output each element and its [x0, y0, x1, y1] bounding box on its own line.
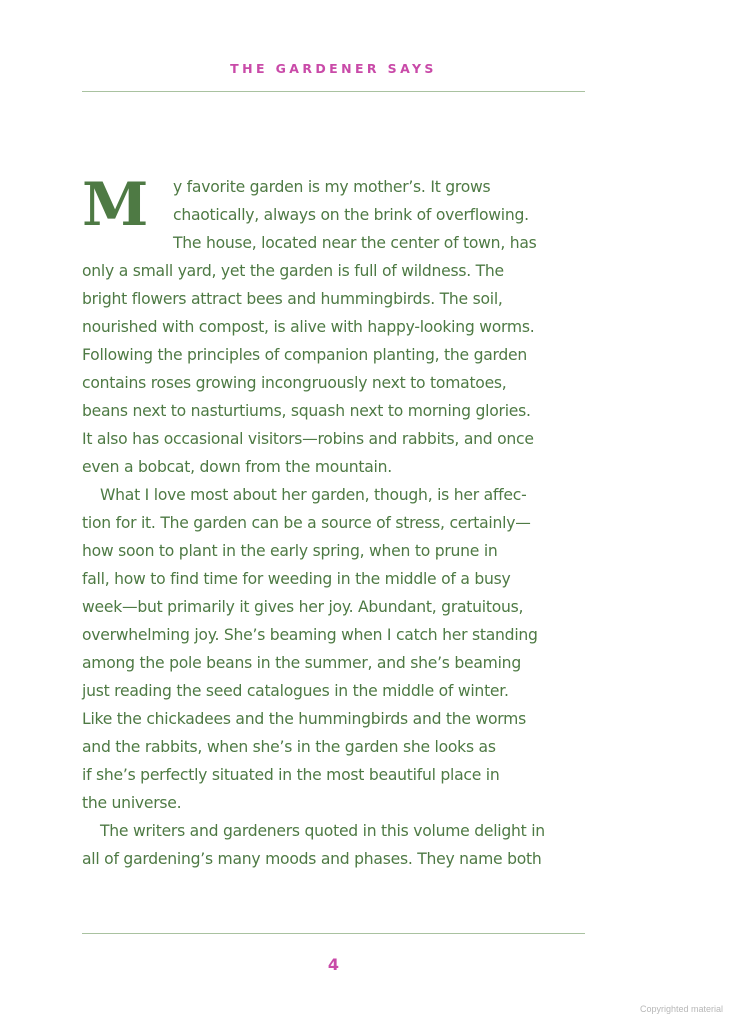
page-number: 4	[327, 955, 340, 974]
text-line: It also has occasional visitors—robins and rabbits, and once	[82, 430, 534, 448]
text-line: bright flowers attract bees and hummingbirds. The soil,	[82, 290, 503, 308]
text-line: only a small yard, yet the garden is full of wildness. The	[82, 262, 504, 280]
text-line: just reading the seed catalogues in the middle of winter.	[82, 682, 509, 700]
text-line: chaotically, always on the brink of overflowing.	[173, 206, 529, 224]
text-line: overwhelming joy. She’s beaming when I catch her standing	[82, 626, 538, 644]
drop-cap: M	[82, 170, 149, 240]
text-line: contains roses growing incongruously next to tomatoes,	[82, 374, 507, 392]
footer-rule	[82, 933, 585, 934]
text-line: nourished with compost, is alive with happy-looking worms.	[82, 318, 535, 336]
text-line: even a bobcat, down from the mountain.	[82, 458, 392, 476]
header-rule	[82, 91, 585, 92]
text-line: the universe.	[82, 794, 182, 812]
text-line: The writers and gardeners quoted in this volume delight in	[100, 822, 545, 840]
text-line: how soon to plant in the early spring, when to prune in	[82, 542, 498, 560]
text-line: and the rabbits, when she’s in the garden she looks as	[82, 738, 496, 756]
text-line: beans next to nasturtiums, squash next to morning glories.	[82, 402, 531, 420]
text-line: y favorite garden is my mother’s. It grows	[173, 178, 491, 196]
text-line: if she’s perfectly situated in the most beautiful place in	[82, 766, 500, 784]
text-line: What I love most about her garden, though, is her affec-	[100, 486, 527, 504]
running-head: THE GARDENER SAYS	[230, 61, 437, 76]
text-line: all of gardening’s many moods and phases. They name both	[82, 850, 542, 868]
text-line: fall, how to find time for weeding in the middle of a busy	[82, 570, 511, 588]
text-line: Following the principles of companion planting, the garden	[82, 346, 528, 364]
text-line: among the pole beans in the summer, and she’s beaming	[82, 654, 521, 672]
copyright-notice: Copyrighted material	[639, 1004, 723, 1014]
text-line: week—but primarily it gives her joy. Abundant, gratuitous,	[82, 598, 524, 616]
text-line: The house, located near the center of town, has	[173, 234, 537, 252]
text-line: tion for it. The garden can be a source of stress, certainly—	[82, 514, 531, 532]
text-line: Like the chickadees and the hummingbirds and the worms	[82, 710, 526, 728]
